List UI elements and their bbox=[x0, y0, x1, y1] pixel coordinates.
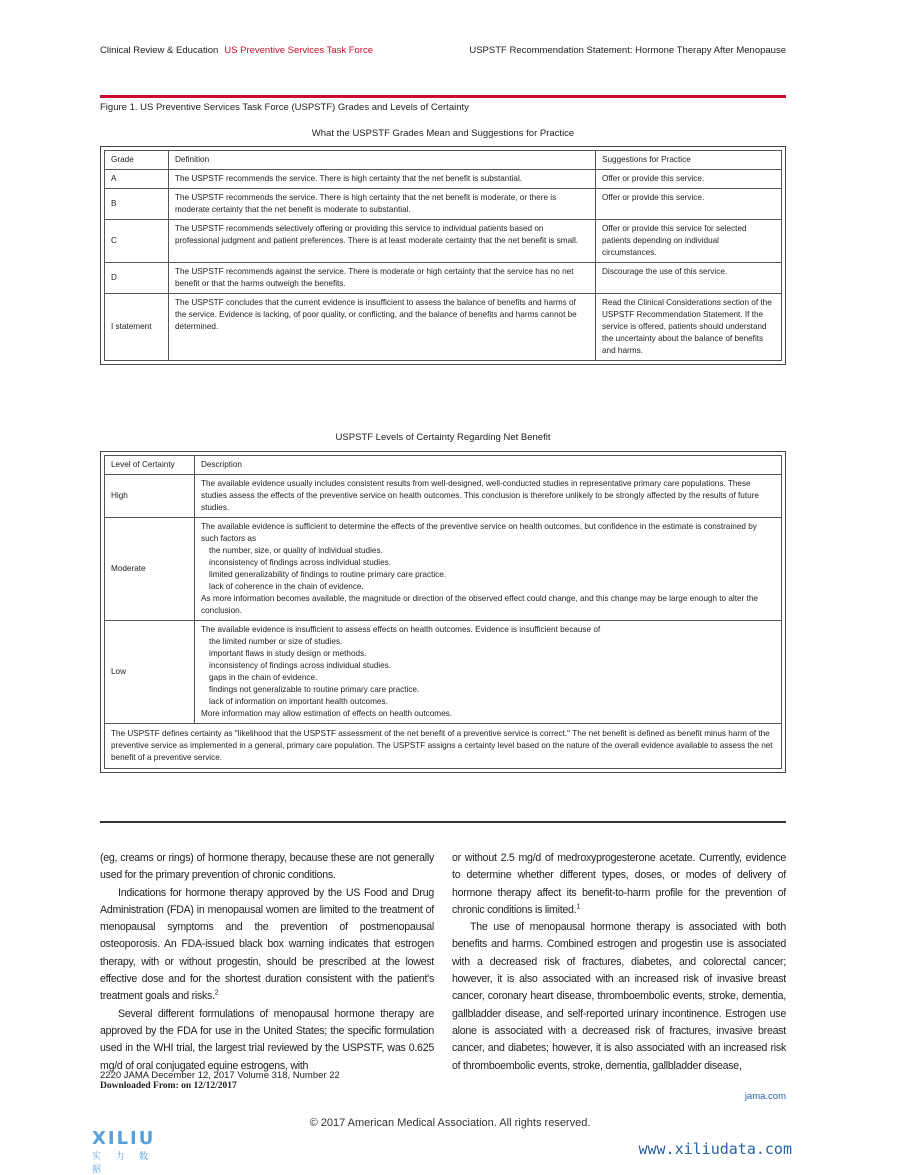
table-row bbox=[105, 294, 782, 361]
header-grade: Grade bbox=[105, 151, 169, 170]
table-row bbox=[105, 621, 782, 724]
body-column-left bbox=[100, 850, 434, 1075]
definition-cell: The USPSTF concludes that the current evidence is insufficient to assess the balance of benefits and harms of the service. Evidence is lacking, of poor quality, or conflicting, and the balance of benefits and harms cannot be determined. bbox=[169, 294, 596, 361]
suggestion-cell: Offer or provide this service. bbox=[596, 189, 782, 220]
table-row bbox=[105, 170, 782, 189]
list-item: the number, size, or quality of individual studies. bbox=[209, 546, 383, 555]
definition-cell: The USPSTF recommends against the service. There is moderate or high certainty that the service has no net benefit or that the harms outweigh the benefits. bbox=[169, 263, 596, 294]
figure-bottom-rule bbox=[100, 821, 786, 823]
figure-title: Figure 1. US Preventive Services Task Force (USPSTF) Grades and Levels of Certainty bbox=[100, 102, 469, 113]
copyright-notice: © 2017 American Medical Association. All rights reserved. bbox=[309, 1117, 591, 1129]
level-cell: High bbox=[105, 475, 195, 518]
certainty-definition-note: The USPSTF defines certainty as "likelihood that the USPSTF assessment of the net benefit of a preventive service is correct." The net benefit is defined as benefit minus harm of the preventive service as implemented in a general, primary care population. The USPSTF assigns a certainty level based on the nature of the overall evidence available to assess the net benefit of a preventive service. bbox=[104, 724, 782, 769]
page-number: 2220 bbox=[100, 1070, 122, 1081]
footer-citation bbox=[100, 1070, 340, 1091]
grades-header-row bbox=[105, 151, 782, 170]
paragraph: Indications for hormone therapy approved by the US Food and Drug Administration (FDA) in menopausal women are limited to the treatment of menopausal symptoms and the prevention of postmenopausal osteoporosis. An FDA-issued black box warning indicates that estrogen therapy, with or without progestin, should be prescribed at the lowest effective dose and for the shortest duration consistent with the patient's treatment goals and risks.$^2$ bbox=[100, 886, 434, 1003]
header-rule bbox=[100, 95, 786, 98]
list-item: limited generalizability of findings to routine primary care practice. bbox=[209, 570, 447, 579]
table-row bbox=[105, 263, 782, 294]
description-cell bbox=[195, 518, 782, 621]
certainty-table-title: USPSTF Levels of Certainty Regarding Net Benefit bbox=[335, 432, 551, 443]
header-description: Description bbox=[195, 456, 782, 475]
paragraph: The use of menopausal hormone therapy is associated with both benefits and harms. Combined estrogen and progestin use is associated with a decreased risk of fractures, diabetes, and colorectal cancer; however, it is also associated with an increased risk of invasive breast cancer, coronary heart disease, thromboembolic events, stroke, dementia, gallbladder disease, and self-reported urinary incontinence. Estrogen use alone is associated with a decreased risk of fractures, invasive breast cancer, and diabetes; however, it is also associated with an increased risk of thromboembolic events, stroke, dementia, gallbladder disease, bbox=[452, 921, 786, 1072]
jama-link[interactable]: jama.com bbox=[744, 1091, 786, 1102]
list-item: the limited number or size of studies. bbox=[209, 637, 343, 646]
list-item: findings not generalizable to routine primary care practice. bbox=[209, 685, 420, 694]
suggestion-cell: Read the Clinical Considerations section of the USPSTF Recommendation Statement. If the service is offered, patients should understand the uncertainty about the balance of benefits and harms. bbox=[596, 294, 782, 361]
description-outro: As more information becomes available, the magnitude or direction of the observed effect could change, and this change may be large enough to alter the conclusion. bbox=[201, 594, 758, 615]
suggestion-cell: Discourage the use of this service. bbox=[596, 263, 782, 294]
description-outro: More information may allow estimation of effects on health outcomes. bbox=[201, 709, 453, 718]
header-definition: Definition bbox=[169, 151, 596, 170]
certainty-header-row bbox=[105, 456, 782, 475]
paragraph: (eg, creams or rings) of hormone therapy, because these are not generally used for the primary prevention of chronic conditions. bbox=[100, 852, 434, 882]
suggestion-cell: Offer or provide this service for selected patients depending on individual circumstances. bbox=[596, 220, 782, 263]
list-item: gaps in the chain of evidence. bbox=[209, 673, 318, 682]
list-item: inconsistency of findings across individual studies. bbox=[209, 661, 392, 670]
grade-cell: A bbox=[105, 170, 169, 189]
grades-table bbox=[100, 146, 786, 365]
watermark-logo: XILIU 实 力 数 据 bbox=[92, 1128, 156, 1174]
list-item: inconsistency of findings across individual studies. bbox=[209, 558, 392, 567]
description-cell bbox=[195, 621, 782, 724]
reference-marker[interactable]: 2 bbox=[214, 989, 219, 997]
table-row bbox=[105, 220, 782, 263]
paragraph: Several different formulations of menopausal hormone therapy are approved by the FDA for use in the United States; the specific formulation used in the WHI trial, the largest trial reviewed by the USPSTF, was 0.625 mg/d of oral conjugated equine estrogens, with bbox=[100, 1007, 434, 1072]
certainty-table bbox=[100, 451, 786, 773]
grades-table-title: What the USPSTF Grades Mean and Suggestions for Practice bbox=[311, 128, 575, 139]
level-cell: Moderate bbox=[105, 518, 195, 621]
paragraph: or without 2.5 mg/d of medroxyprogesterone acetate. Currently, evidence to determine whether different types, doses, or modes of delivery of hormone therapy affect its benefit-to-harm profile for the prevention of chronic conditions is limited.$^1$ bbox=[452, 852, 786, 916]
list-item: lack of coherence in the chain of evidence. bbox=[209, 582, 364, 591]
level-cell: Low bbox=[105, 621, 195, 724]
description-intro: The available evidence is insufficient to assess effects on health outcomes. Evidence is insufficient because of bbox=[201, 625, 601, 634]
header-category: Clinical Review & Education bbox=[100, 45, 219, 56]
running-header-right: USPSTF Recommendation Statement: Hormone Therapy After Menopause bbox=[469, 45, 786, 56]
header-section: US Preventive Services Task Force bbox=[224, 45, 373, 56]
table-row bbox=[105, 189, 782, 220]
journal-issue: JAMA December 12, 2017 Volume 318, Number 22 bbox=[123, 1070, 340, 1081]
suggestion-cell: Offer or provide this service. bbox=[596, 170, 782, 189]
running-header-left bbox=[100, 45, 373, 56]
list-item: important flaws in study design or methods. bbox=[209, 649, 367, 658]
reference-marker[interactable]: 1 bbox=[576, 903, 581, 911]
header-level: Level of Certainty bbox=[105, 456, 195, 475]
description-cell: The available evidence usually includes consistent results from well-designed, well-conducted studies in representative primary care populations. These studies assess the effects of the preventive service on health outcomes. This conclusion is therefore unlikely to be strongly affected by the results of future studies. bbox=[195, 475, 782, 518]
grade-cell: I statement bbox=[105, 294, 169, 361]
definition-cell: The USPSTF recommends the service. There is high certainty that the net benefit is substantial. bbox=[169, 170, 596, 189]
grade-cell: D bbox=[105, 263, 169, 294]
header-suggestions: Suggestions for Practice bbox=[596, 151, 782, 170]
body-column-right bbox=[452, 850, 786, 1075]
grade-cell: C bbox=[105, 220, 169, 263]
table-row bbox=[105, 475, 782, 518]
table-row bbox=[105, 518, 782, 621]
description-intro: The available evidence is sufficient to determine the effects of the preventive service on health outcomes, but confidence in the estimate is constrained by such factors as bbox=[201, 522, 757, 543]
download-stamp: Downloaded From: on 12/12/2017 bbox=[100, 1081, 237, 1091]
definition-cell: The USPSTF recommends the service. There is high certainty that the net benefit is moderate, or there is moderate certainty that the net benefit is moderate to substantial. bbox=[169, 189, 596, 220]
grade-cell: B bbox=[105, 189, 169, 220]
definition-cell: The USPSTF recommends selectively offering or providing this service to individual patients based on professional judgment and patient preferences. There is at least moderate certainty that the net benefit is small. bbox=[169, 220, 596, 263]
list-item: lack of information on important health outcomes. bbox=[209, 697, 388, 706]
watermark-url[interactable]: www.xiliudata.com bbox=[638, 1140, 792, 1158]
